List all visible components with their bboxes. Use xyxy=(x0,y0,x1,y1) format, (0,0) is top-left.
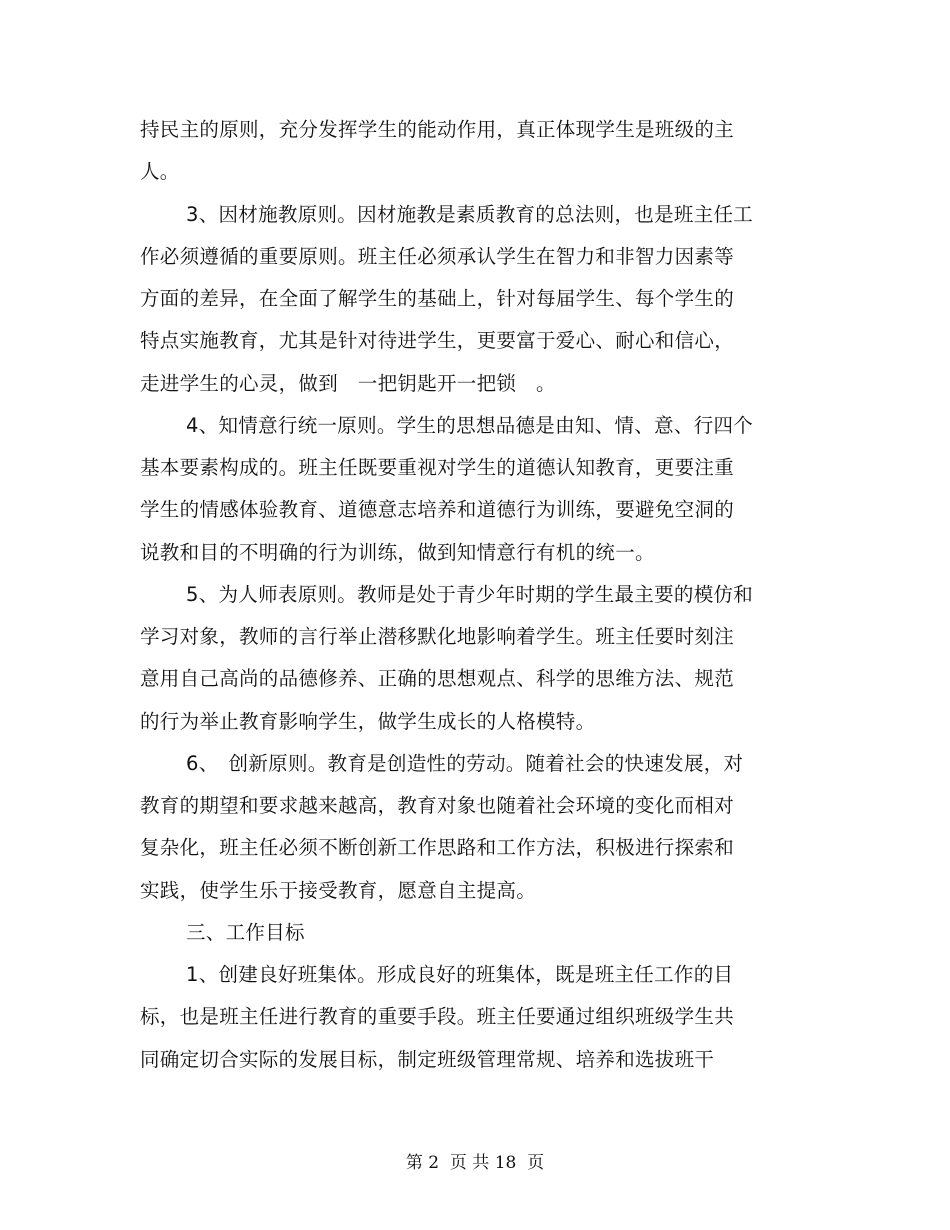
paragraph-first-line: 1、创建良好班集体。形成良好的班集体，既是班主任工作的目 xyxy=(186,963,734,986)
paragraph-line: 同确定切合实际的发展目标，制定班级管理常规、培养和选拔班干 xyxy=(140,1047,715,1071)
paragraph-first-line: 三、工作目标 xyxy=(186,920,305,944)
paragraph-line: 学生的情感体验教育、道德意志培养和道德行为训练，要避免空洞的 xyxy=(140,498,735,522)
paragraph-line: 教育的期望和要求越来越高，教育对象也随着社会环境的变化而相对 xyxy=(140,794,735,817)
paragraph-line: 意用自己高尚的品德修养、正确的思想观点、科学的思维方法、规范 xyxy=(140,667,735,691)
paragraph-line: 人。 xyxy=(140,160,180,184)
paragraph-line: 方面的差异，在全面了解学生的基础上，针对每届学生、每个学生的 xyxy=(140,287,735,310)
paragraph-line: 持民主的原则，充分发挥学生的能动作用，真正体现学生是班级的主 xyxy=(140,118,735,141)
page-footer: 第 2 页 共 18 页 xyxy=(405,1153,545,1173)
paragraph-line: 作必须遵循的重要原则。班主任必须承认学生在智力和非智力因素等 xyxy=(140,244,735,268)
paragraph-line: 的行为举止教育影响学生，做学生成长的人格模特。 xyxy=(140,709,596,733)
paragraph-line: 说教和目的不明确的行为训练，做到知情意行有机的统一。 xyxy=(140,540,655,564)
paragraph-first-line: 3、因材施教原则。因材施教是素质教育的总法则，也是班主任工 xyxy=(186,202,754,226)
paragraph-line: 基本要素构成的。班主任既要重视对学生的道德认知教育，更要注重 xyxy=(140,456,735,479)
paragraph-line: 复杂化，班主任必须不断创新工作思路和工作方法，积极进行探索和 xyxy=(140,836,735,860)
paragraph-line: 特点实施教育，尤其是针对待进学生，更要富于爱心、耐心和信心， xyxy=(140,329,735,353)
paragraph-line: 学习对象，教师的言行举止潜移默化地影响着学生。班主任要时刻注 xyxy=(140,625,735,648)
paragraph-first-line: 5、为人师表原则。教师是处于青少年时期的学生最主要的模仿和 xyxy=(186,582,754,606)
paragraph-first-line: 6、 创新原则。教育是创造性的劳动。随着社会的快速发展，对 xyxy=(186,751,744,775)
paragraph-line: 实践，使学生乐于接受教育，愿意自主提高。 xyxy=(140,878,537,902)
paragraph-line: 走进学生的心灵，做到 一把钥匙开一把锁 。 xyxy=(140,371,556,395)
paragraph-line: 标，也是班主任进行教育的重要手段。班主任要通过组织班级学生共 xyxy=(140,1005,735,1029)
paragraph-first-line: 4、知情意行统一原则。学生的思想品德是由知、情、意、行四个 xyxy=(186,413,754,437)
